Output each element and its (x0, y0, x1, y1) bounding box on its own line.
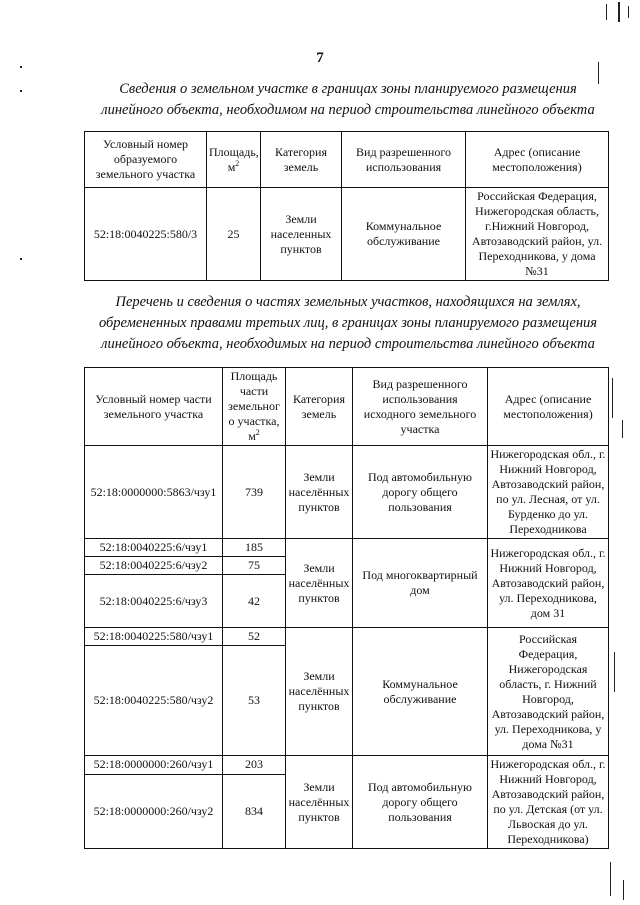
header-area: Площадь, $м^2$ (207, 132, 261, 188)
cell-address: Нижегородская обл., г. Нижний Новгород, Автозаводский район, по ул. Детская (от ул. Львоская до ул. Переходникова) (488, 756, 609, 849)
section2-title-line2: обремененных правами третьих лиц, в границах зоны планируемого размещения (98, 315, 598, 331)
table-header-row (85, 368, 609, 446)
scan-artifact (612, 378, 613, 418)
cell-area: 185 (223, 539, 286, 557)
header-number: Условный номер части земельного участка (85, 368, 223, 446)
cell-area: 203 (223, 756, 286, 775)
section1-title (80, 79, 616, 121)
scan-artifact (618, 2, 620, 22)
cell-category: Земли населенных пунктов (261, 188, 342, 281)
header-use: Вид разрешенного использования (342, 132, 466, 188)
cell-area: 53 (223, 646, 286, 756)
section2-title-line3: линейного объекта, необходимых на период строительства линейного объекта (101, 336, 595, 352)
cell-number: 52:18:0040225:6/чзу1 (85, 539, 223, 557)
section1-title-line2: линейного объекта, необходимом на период строительства линейного объекта (101, 102, 595, 118)
cell-category: Земли населённых пунктов (286, 756, 353, 849)
scan-artifact (606, 4, 607, 20)
cell-area: 739 (223, 446, 286, 539)
header-number: Условный номер образуемого земельного участка (85, 132, 207, 188)
scan-artifact (20, 66, 22, 68)
cell-area: 834 (223, 774, 286, 848)
cell-use: Под многоквартирный дом (353, 539, 488, 628)
table-row (85, 446, 609, 539)
page-number: 7 (316, 50, 324, 66)
cell-number: 52:18:0040225:6/чзу2 (85, 557, 223, 575)
cell-address: Нижегородская обл., г. Нижний Новгород, Автозаводский район, по ул. Лесная, от ул. Бурденко до ул. Переходникова (488, 446, 609, 539)
scan-artifact (20, 90, 22, 92)
table-row (85, 539, 609, 557)
cell-area: 75 (223, 557, 286, 575)
cell-area: 25 (207, 188, 261, 281)
header-area: Площадь части земельног о участка, $м^2$ (223, 368, 286, 446)
cell-area: 52 (223, 628, 286, 646)
cell-number: 52:18:0040225:580/3 (85, 188, 207, 281)
header-category: Категория земель (286, 368, 353, 446)
section2-title-line1: Перечень и сведения о частях земельных участков, находящихся на землях, (115, 294, 581, 310)
cell-category: Земли населённых пунктов (286, 539, 353, 628)
cell-number: 52:18:0000000:260/чзу2 (85, 774, 223, 848)
cell-address: Российская Федерация, Нижегородская область, г.Нижний Новгород, Автозаводский район, ул. Переходникова, у дома №31 (466, 188, 609, 281)
cell-category: Земли населённых пунктов (286, 446, 353, 539)
section2-title (80, 292, 616, 355)
cell-number: 52:18:0000000:5863/чзу1 (85, 446, 223, 539)
cell-use: Под автомобильную дорогу общего пользования (353, 446, 488, 539)
land-parts-table (84, 367, 609, 849)
header-category: Категория земель (261, 132, 342, 188)
cell-area: 42 (223, 575, 286, 628)
header-address: Адрес (описание местоположения) (466, 132, 609, 188)
table-header-row (85, 132, 609, 188)
cell-number: 52:18:0040225:580/чзу1 (85, 628, 223, 646)
scan-artifact (622, 420, 623, 438)
cell-use: Коммунальное обслуживание (342, 188, 466, 281)
scan-artifact (610, 862, 611, 896)
cell-use: Коммунальное обслуживание (353, 628, 488, 756)
cell-address: Российская Федерация, Нижегородская область, г. Нижний Новгород, Автозаводский район, ул. Переходникова, у дома №31 (488, 628, 609, 756)
cell-address: Нижегородская обл., г. Нижний Новгород, Автозаводский район, ул. Переходникова, дом 31 (488, 539, 609, 628)
table-row (85, 756, 609, 775)
table-row (85, 628, 609, 646)
land-plot-table (84, 131, 609, 281)
header-address: Адрес (описание местоположения) (488, 368, 609, 446)
scan-artifact (20, 258, 22, 260)
section1-title-line1: Сведения о земельном участке в границах зоны планируемого размещения (119, 81, 577, 97)
cell-number: 52:18:0040225:580/чзу2 (85, 646, 223, 756)
cell-number: 52:18:0000000:260/чзу1 (85, 756, 223, 775)
cell-use: Под автомобильную дорогу общего пользования (353, 756, 488, 849)
scan-artifact (623, 880, 624, 900)
scan-artifact (614, 652, 615, 692)
scan-artifact (628, 6, 629, 18)
cell-category: Земли населённых пунктов (286, 628, 353, 756)
header-use: Вид разрешенного использования исходного земельного участка (353, 368, 488, 446)
cell-number: 52:18:0040225:6/чзу3 (85, 575, 223, 628)
scan-artifact (598, 62, 599, 84)
table-row (85, 188, 609, 281)
